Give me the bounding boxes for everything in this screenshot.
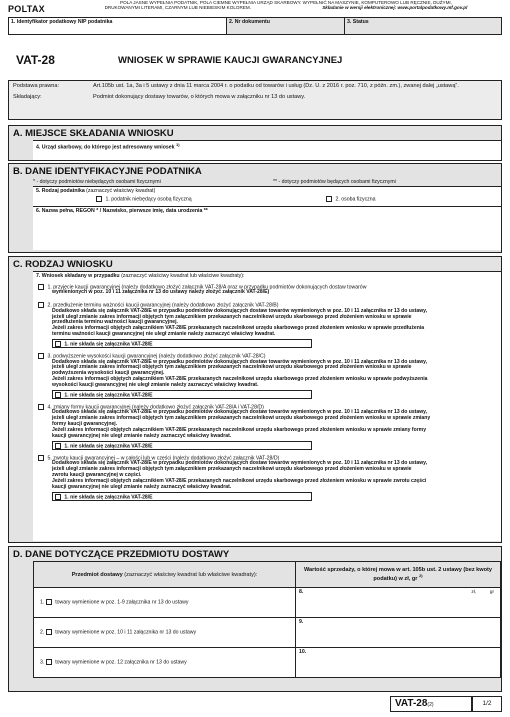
sales-value-field-10-number: 10. [299, 649, 307, 655]
c-item-3-line-5: wysokości kaucji gwarancyjnej nie uległ zmianie należy zaznaczyć właściwy kwadrat. [52, 382, 259, 389]
c-item-5-sub-option[interactable] [52, 492, 312, 501]
c-item-3-checkbox[interactable] [38, 353, 44, 359]
c-item-4-body [38, 410, 498, 440]
application-type-label: 7. Wniosek składany w przypadku [36, 273, 120, 279]
legal-basis-box [8, 80, 502, 120]
poltax-brand: POLTAX [8, 4, 45, 14]
c-item-2-line-2: jeżeli uległ zmianie zakres informacji objętych tym załącznikiem przekazanych naczelnikowi urzędu skarbowego przed złożeniem wniosku w sprawie [52, 313, 412, 320]
c-item-3-line-1: Dodatkowo składa się załącznik VAT-28/E w przypadku podmiotów dokonujących dostaw towarów wymienionych w poz. 10 i 11 załącznika nr 13 do ustawy, [52, 358, 428, 365]
tax-office-footnote: 1) [176, 142, 180, 147]
c-item-3-line-4: Jeżeli zakres informacji objętych załącznikiem VAT-28/E przekazanych naczelnikowi urzędu skarbowego przed złożeniem wniosku w sprawie podwyższenia [52, 376, 428, 383]
note-non-natural: * - dotyczy podmiotów niebędących osobami fizycznymi [33, 179, 161, 185]
table-row [34, 648, 501, 678]
c-item-1-body [38, 290, 498, 296]
c-item-1-checkbox[interactable] [38, 284, 44, 290]
c-item-2-body [38, 309, 498, 339]
c-item-4-text: 4. zmiany formy kaucji gwarancyjnej (należy dodatkowo złożyć załącznik VAT-28/A i VAT-28/D) [47, 404, 264, 411]
delivery-option-1[interactable] [34, 588, 296, 618]
sales-value-field-8-number: 8. [299, 589, 304, 595]
c-item-5-line-5: kaucji gwarancyjnej nie uległ zmianie należy zaznaczyć właściwy kwadrat. [52, 484, 232, 490]
c-item-1-text: 1. przyjęcie kaucji gwarancyjnej (należy dodatkowo złożyć załącznik VAT-28/A oraz w przypadku podmiotów dokonujących dostaw towarów [47, 284, 367, 291]
nip-label: 1. Identyfikator podatkowy NIP podatnika [11, 19, 113, 25]
section-c [8, 256, 502, 543]
sales-value-field-10[interactable] [296, 648, 501, 678]
page-footer [8, 696, 502, 712]
c-item-4-line-1: Dodatkowo składa się załącznik VAT-28/E w przypadku podmiotów dokonujących dostaw towarów wymienionych w poz. 10 i 11 załącznika nr 13 do ustawy, [52, 409, 428, 416]
instruction-line-1: POLA JASNE WYPEŁNIA PODATNIK, POLA CIEMNE WYPEŁNIA URZĄD SKARBOWY. WYPEŁNIĆ NA MASZYNIE, KOMPUTEROWO LUB RĘCZNIE, DUŻYMI, [120, 0, 452, 5]
c-item-5-line-3: zwrotu kaucji gwarancyjnej w części. [52, 472, 142, 479]
document-number-field [227, 18, 345, 34]
c-item-4-line-3: formy kaucji gwarancyjnej. [52, 421, 118, 428]
taxpayer-type-label: 5. Rodzaj podatnika [36, 188, 85, 194]
footer-form-code [390, 696, 472, 712]
c-item-2-sub-option[interactable] [52, 339, 312, 348]
instruction-line-2-text: DRUKOWANYMI LITERAMI, CZARNYM LUB NIEBIESKIM KOLOREM. [104, 5, 251, 11]
section-d [8, 546, 502, 692]
c-item-2-line-3: przedłużenia terminu ważności kaucji gwarancyjnej. [52, 319, 178, 326]
delivery-option-2-checkbox[interactable] [46, 629, 52, 635]
c-item-4-sub-checkbox[interactable] [55, 443, 61, 449]
c-item-2 [36, 302, 498, 348]
tax-office-label: 4. Urząd skarbowy, do którego jest adresowany wniosek [36, 144, 175, 151]
taxpayer-type-hint: (zaznaczyć właściwy kwadrat) [86, 188, 156, 194]
c-item-3 [36, 353, 498, 399]
c-item-5-line-4: Jeżeli zakres informacji objętych załącznikiem VAT-28/E przekazanych naczelnikowi urzędu skarbowego przed złożeniem wniosku w sprawie zwrotu części [52, 478, 427, 485]
c-item-2-checkbox[interactable] [38, 302, 44, 308]
status-field [345, 18, 501, 34]
option-non-natural[interactable] [36, 196, 326, 202]
sales-value-label: Wartość sprzedaży, o której mowa w art. 105b ust. 2 ustawy (bez kwoty podatku) w zł, gr [303, 567, 493, 582]
sales-value-field-8[interactable] [296, 588, 501, 618]
application-type-heading [36, 273, 498, 279]
c-item-4-sub-label: 1. nie składa się załącznika VAT-28/E [64, 443, 153, 450]
delivery-option-2-label: towary wymienione w poz. 10 i 11 załącznika nr 13 do ustawy [55, 629, 197, 636]
c-item-2-line-1: Dodatkowo składa się załącznik VAT-28/E w przypadku podmiotów dokonujących dostaw towarów wymienionych w poz. 10 i 11 załącznika nr 13 do ustawy, [52, 307, 428, 314]
application-type-hint: (zaznaczyć właściwy kwadrat lub właściwe kwadraty): [121, 273, 245, 279]
delivery-subject-hint: (zaznaczyć właściwy kwadrat lub właściwe kwadraty): [124, 571, 258, 578]
c-item-4-line-4: Jeżeli zakres informacji objętych załącznikiem VAT-28/E przekazanych naczelnikowi urzędu skarbowego przed złożeniem wniosku w sprawie zmiany formy [52, 427, 427, 434]
delivery-option-3-checkbox[interactable] [46, 659, 52, 665]
delivery-table-wrap [33, 561, 501, 678]
identifier-row [8, 17, 502, 35]
c-item-4 [36, 404, 498, 450]
delivery-subject-header [34, 562, 296, 588]
c-item-3-line-3: podwyższenia wysokości kaucji gwarancyjnej. [52, 370, 165, 377]
c-item-5-line-1: Dodatkowo składa się załącznik VAT-28/E w przypadku podmiotów dokonujących dostaw towarów wymienionych w poz. 10 i 11 załącznika nr 13 do ustawy, [52, 460, 428, 467]
legal-basis-row [9, 81, 501, 92]
delivery-option-3[interactable] [34, 648, 296, 678]
delivery-option-3-label: towary wymienione w poz. 12 załącznika nr 13 do ustawy [55, 659, 187, 666]
section-b-title: B. DANE IDENTYFIKACYJNE PODATNIKA [13, 166, 202, 177]
electronic-filing-note: Składanie w wersji elektronicznej: www.portalpodatkowy.mf.gov.pl [322, 5, 468, 11]
option-natural-person[interactable] [326, 196, 376, 202]
c-item-1-line-1: wymienionych w poz. 10 i 11 załącznika nr 13 do ustawy należy złożyć załącznik VAT-28/E) [52, 289, 270, 296]
note-natural: ** - dotyczy podmiotów będących osobami fizycznymi [273, 179, 396, 185]
c-item-2-line-5: terminu ważności kaucji gwarancyjnej nie uległ zmianie należy zaznaczyć właściwy kwadrat. [52, 331, 276, 338]
c-item-3-sub-label: 1. nie składa się załącznika VAT-28/E [64, 392, 153, 399]
delivery-option-1-checkbox[interactable] [46, 599, 52, 605]
c-item-4-line-5: kaucji gwarancyjnej nie uległ zmianie należy zaznaczyć właściwy kwadrat. [52, 433, 232, 440]
taxpayer-type-options [36, 196, 498, 202]
tax-office-field[interactable] [33, 140, 501, 160]
sales-value-header [296, 562, 501, 588]
c-item-5-line-2: jeżeli uległ zmianie zakres informacji objętych tym załącznikiem przekazanych naczelnikowi urzędu skarbowego przed złożeniem wniosku w sprawie [52, 466, 412, 473]
delivery-option-2-number: 2. [40, 629, 45, 636]
c-item-3-line-2: jeżeli uległ zmianie zakres informacji objętych tym załącznikiem przekazanych naczelnikowi urzędu skarbowego przed złożeniem wniosku w sprawie [52, 364, 412, 371]
legal-basis-value: Art.105b ust. 1a, 3a i 5 ustawy z dnia 11 marca 2004 r. o podatku od towarów i usług (Dz. U. z 2016 r. poz. 710, z późn. zm.), zwanej dalej „ustawą”. [93, 83, 459, 89]
unit-gr-label: gr [489, 589, 494, 594]
filer-key: Składający: [13, 93, 42, 100]
sales-value-field-9-number: 9. [299, 619, 304, 625]
section-a-title: A. MIEJSCE SKŁADANIA WNIOSKU [13, 128, 174, 139]
sales-value-footnote: 2) [419, 573, 423, 579]
document-number-label: 2. Nr dokumentu [229, 19, 270, 25]
top-bar [8, 0, 502, 18]
c-item-2-text: 2. przedłużenie terminu ważności kaucji gwarancyjnej (należy dodatkowo złożyć załącznik VAT-28/B) [47, 302, 279, 309]
delivery-option-1-label: towary wymienione w poz. 1-9 załącznika nr 13 do ustawy [55, 599, 189, 606]
c-item-2-sub-label: 1. nie składa się załącznika VAT-28/E [64, 341, 153, 348]
c-item-1 [36, 284, 498, 296]
c-item-5-checkbox[interactable] [38, 455, 44, 461]
sales-value-field-9[interactable] [296, 618, 501, 648]
form-title-area [8, 45, 502, 73]
delivery-option-1-number: 1. [40, 599, 45, 606]
unit-zl-label: zł, [471, 589, 476, 594]
delivery-option-2[interactable] [34, 618, 296, 648]
taxpayer-type-heading [36, 188, 498, 194]
c-item-2-sub-checkbox[interactable] [55, 341, 61, 347]
c-item-3-text: 3. podwyższenie wysokości kaucji gwarancyjnej (należy dodatkowo złożyć załącznik VAT-28/C) [47, 353, 266, 360]
nip-field[interactable] [9, 18, 227, 34]
filer-value: Podmiot dokonujący dostawy towarów, o których mowa w załączniku nr 13 do ustawy. [93, 93, 306, 100]
delivery-table [33, 561, 501, 678]
c-item-2-line-4: Jeżeli zakres informacji objętych załącznikiem VAT-28/E przekazanych naczelnikowi urzędu skarbowego przed złożeniem wniosku w sprawie przedłużenia [52, 325, 425, 332]
section-d-title: D. DANE DOTYCZĄCE PRZEDMIOTU DOSTAWY [13, 549, 230, 560]
legal-basis-key: Podstawa prawna: [13, 83, 60, 89]
c-item-3-sub-checkbox[interactable] [55, 392, 61, 398]
delivery-subject-label: Przedmiot dostawy [71, 571, 123, 578]
application-type-field [33, 271, 501, 541]
taxpayer-name-field[interactable] [33, 206, 501, 250]
c-item-5-sub-label: 1. nie składa się załącznika VAT-28/E [64, 494, 153, 501]
option-non-natural-label: 1. podatnik niebędący osobą fizyczną [105, 196, 192, 203]
checkbox-natural-person[interactable] [326, 196, 332, 202]
page-number: 1/2 [472, 696, 502, 712]
footer-version: (2) [427, 702, 434, 708]
instruction-line-2 [70, 5, 502, 10]
taxpayer-name-label: 6. Nazwa pełna, REGON * / Nazwisko, pierwsze imię, data urodzenia ** [36, 208, 208, 214]
section-c-title: C. RODZAJ WNIOSKU [13, 259, 113, 270]
checkbox-non-natural[interactable] [96, 196, 102, 202]
c-item-3-body [38, 360, 498, 390]
delivery-table-header [34, 562, 501, 588]
c-item-5-text: 5. zwrotu kaucji gwarancyjnej – w całości lub w części (należy dodatkowo złożyć załącznik VAT-28/D) [47, 455, 280, 462]
table-row [34, 618, 501, 648]
c-item-4-line-2: jeżeli uległ zmianie zakres informacji objętych tym załącznikiem przekazanych naczelnikowi urzędu skarbowego przed złożeniem wniosku w sprawie zmiany [52, 415, 431, 422]
option-natural-person-label: 2. osoba fizyczna [335, 196, 376, 203]
form-title: WNIOSEK W SPRAWIE KAUCJI GWARANCYJNEJ [118, 55, 343, 66]
section-b-notes [9, 178, 501, 186]
table-row [34, 588, 501, 618]
footer-code-text: VAT-28 [395, 698, 428, 709]
status-label: 3. Status [347, 19, 369, 25]
c-item-5-sub-checkbox[interactable] [55, 494, 61, 500]
c-item-3-sub-option[interactable] [52, 390, 312, 399]
c-item-5-body [38, 461, 498, 491]
taxpayer-type-field [33, 186, 501, 206]
section-a [8, 125, 502, 161]
c-item-4-checkbox[interactable] [38, 404, 44, 410]
fill-instructions [70, 0, 502, 11]
c-item-5 [36, 455, 498, 501]
form-code: VAT-28 [16, 53, 55, 67]
filer-row [9, 92, 501, 103]
delivery-option-3-number: 3. [40, 659, 45, 666]
c-item-4-sub-option[interactable] [52, 441, 312, 450]
section-b [8, 163, 502, 253]
